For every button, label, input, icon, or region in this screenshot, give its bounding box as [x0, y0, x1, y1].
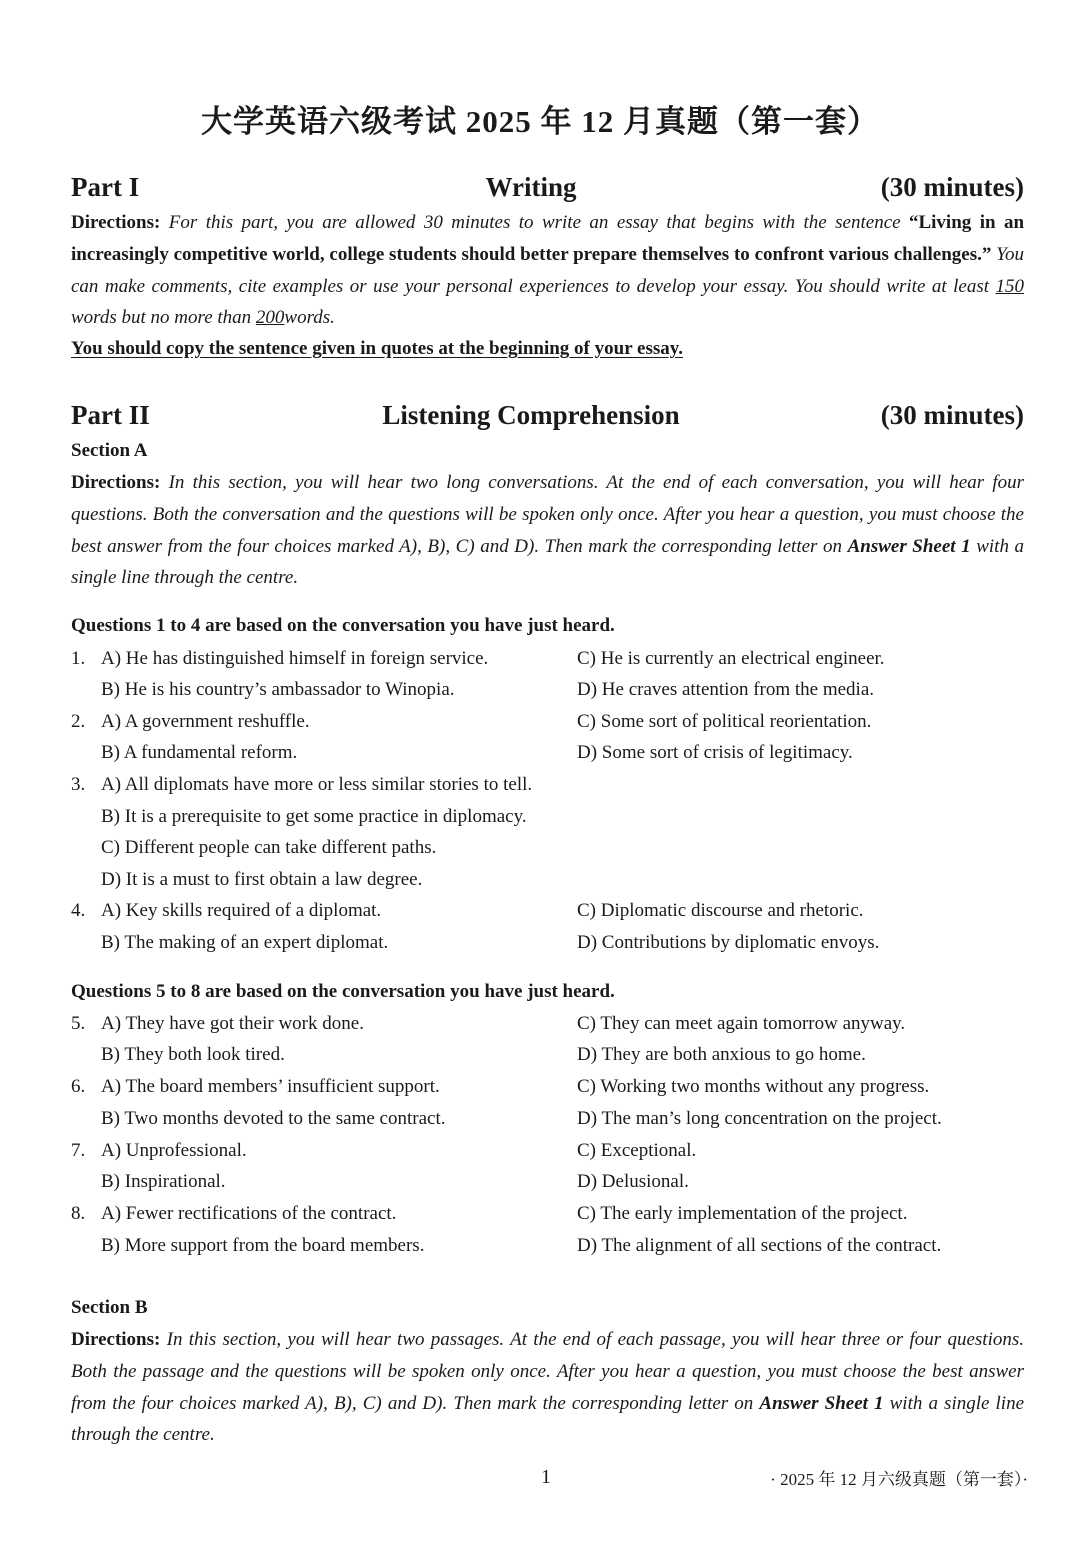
- directions-text: In this section, you will hear two long conversations. At the end of each conversation, you will hear four questions. Both the conversation and the questions will be spoken only once. After you hear a question, you must choose the best answer from the four choices marked A), B), C) and D). Then mark the corresponding letter on: [71, 472, 1024, 557]
- directions-text: words.: [284, 307, 335, 329]
- question-group-heading: Questions 5 to 8 are based on the conversation you have just heard.: [71, 981, 615, 1002]
- directions-text: words but no more than: [71, 307, 252, 329]
- directions-label: Directions:: [71, 472, 161, 493]
- essay-prompt-quote: “Living in an increasingly competitive world, college students should better prepare themselves to confront various challenges.”: [71, 212, 1025, 265]
- directions-text: In this section, you will hear two passages. At the end of each passage, you will hear three or four questions. Both the passage and the questions will be spoken only once. After you hear a question, you must choose the best answer from the four choices marked A), B), C) and D). Then mark the corresponding letter on: [71, 1329, 1024, 1414]
- option-d: D) Contributions by diplomatic envoys.: [577, 932, 880, 953]
- option-b: B) A fundamental reform.: [101, 742, 298, 763]
- option-a: A) Key skills required of a diplomat.: [101, 900, 382, 921]
- option-a: A) All diplomats have more or less similar stories to tell.: [101, 774, 533, 795]
- question-number: 5.: [71, 1013, 86, 1034]
- option-a: A) A government reshuffle.: [101, 711, 310, 732]
- question-number: 2.: [71, 711, 86, 732]
- directions-label: Directions:: [71, 1329, 161, 1350]
- page-number: 1: [541, 1466, 551, 1488]
- option-c: C) He is currently an electrical engineer.: [577, 648, 885, 669]
- option-c: C) Exceptional.: [577, 1140, 697, 1161]
- option-b: B) He is his country’s ambassador to Winopia.: [101, 679, 455, 700]
- section-a-directions: [71, 467, 1024, 594]
- option-a: A) Fewer rectifications of the contract.: [101, 1203, 397, 1224]
- directions-label: Directions:: [71, 212, 161, 233]
- option-c: C) The early implementation of the project.: [577, 1203, 908, 1224]
- option-c: C) Different people can take different paths.: [101, 837, 437, 858]
- part1-label: Part I: [71, 172, 140, 202]
- option-b: B) It is a prerequisite to get some practice in diplomacy.: [101, 806, 527, 827]
- directions-text: with a single line through the centre.: [71, 535, 1025, 589]
- option-a: A) The board members’ insufficient support.: [101, 1076, 440, 1097]
- option-b: B) They both look tired.: [101, 1044, 285, 1065]
- option-b: B) More support from the board members.: [101, 1235, 425, 1256]
- option-c: C) Working two months without any progress.: [577, 1076, 930, 1097]
- option-d: D) Delusional.: [577, 1171, 689, 1192]
- option-b: B) Two months devoted to the same contract.: [101, 1108, 446, 1129]
- min-words: 150: [995, 275, 1024, 297]
- question-number: 3.: [71, 774, 86, 795]
- part1-time: (30 minutes): [880, 172, 1024, 202]
- option-c: C) They can meet again tomorrow anyway.: [577, 1013, 906, 1034]
- option-c: C) Diplomatic discourse and rhetoric.: [577, 900, 864, 921]
- part2-name: Listening Comprehension: [382, 400, 680, 430]
- question-number: 7.: [71, 1140, 86, 1161]
- option-d: D) They are both anxious to go home.: [577, 1044, 866, 1065]
- part2-header: [71, 400, 1024, 440]
- option-d: D) It is a must to first obtain a law degree.: [101, 869, 423, 890]
- directions-text: For this part, you are allowed 30 minutes to write an essay that begins with the sentence: [168, 212, 901, 233]
- option-d: D) He craves attention from the media.: [577, 679, 875, 700]
- question-group-heading: Questions 1 to 4 are based on the conversation you have just heard.: [71, 615, 615, 636]
- option-b: B) The making of an expert diplomat.: [101, 932, 389, 953]
- part1-name: Writing: [485, 172, 577, 202]
- answer-sheet-ref: Answer Sheet 1: [759, 1392, 884, 1414]
- option-d: D) The man’s long concentration on the project.: [577, 1108, 942, 1129]
- option-b: B) Inspirational.: [101, 1171, 226, 1192]
- page-title: 大学英语六级考试 2025 年 12 月真题（第一套）: [201, 104, 879, 139]
- option-a: A) Unprofessional.: [101, 1140, 247, 1161]
- option-d: D) The alignment of all sections of the contract.: [577, 1235, 942, 1256]
- part2-label: Part II: [71, 400, 150, 430]
- option-a: A) He has distinguished himself in foreign service.: [101, 648, 489, 669]
- running-title: · 2025 年 12 月六级真题（第一套）·: [770, 1470, 1028, 1489]
- section-b-directions: [71, 1324, 1024, 1451]
- question-number: 8.: [71, 1203, 86, 1224]
- answer-sheet-ref: Answer Sheet 1: [847, 535, 971, 557]
- part1-header: [71, 172, 1024, 212]
- part2-time: (30 minutes): [880, 400, 1024, 430]
- question-number: 4.: [71, 900, 86, 921]
- section-a-label: Section A: [71, 440, 148, 461]
- directions-text: You can make comments, cite examples or use your personal experiences to develop your essay. You should write at least: [71, 243, 1024, 297]
- option-c: C) Some sort of political reorientation.: [577, 711, 872, 732]
- directions-text: with a single line through the centre.: [71, 1392, 1025, 1446]
- question-number: 6.: [71, 1076, 86, 1097]
- part1-directions: [71, 207, 1024, 334]
- max-words: 200: [255, 307, 285, 329]
- copy-sentence-note: You should copy the sentence given in quotes at the beginning of your essay.: [71, 338, 683, 359]
- option-d: D) Some sort of crisis of legitimacy.: [577, 742, 853, 763]
- option-a: A) They have got their work done.: [101, 1013, 364, 1034]
- question-number: 1.: [71, 648, 86, 669]
- section-b-label: Section B: [71, 1297, 148, 1318]
